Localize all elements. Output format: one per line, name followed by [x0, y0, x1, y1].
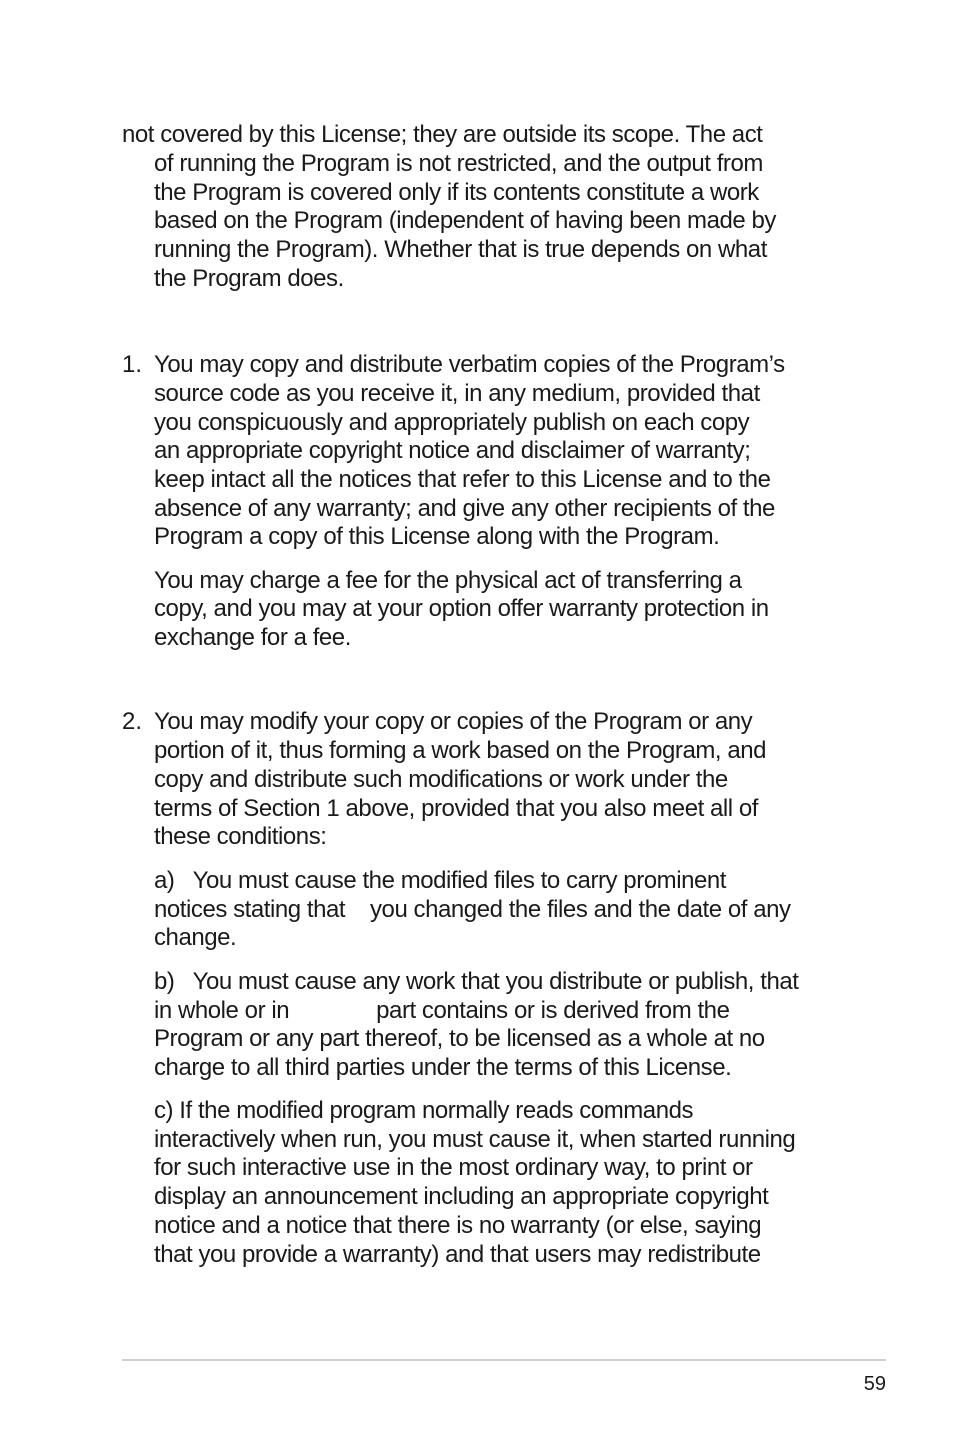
text-line: change. [154, 924, 237, 951]
text-line: these conditions: [154, 823, 327, 850]
text-line: terms of Section 1 above, provided that you also meet all of [154, 795, 759, 822]
text-line: of running the Program is not restricted, and the output from [154, 150, 763, 177]
text-line: You may copy and distribute verbatim copies of the Program’s [154, 351, 785, 378]
text-line: You may modify your copy or copies of the Program or any [154, 708, 753, 735]
text-line: charge to all third parties under the terms of this License. [154, 1054, 732, 1081]
text-line: You may charge a fee for the physical act of transferring a [154, 567, 742, 594]
text-line: notices stating that you changed the files and the date of any [154, 896, 791, 923]
text-line: keep intact all the notices that refer to this License and to the [154, 466, 771, 493]
text-line: portion of it, thus forming a work based on the Program, and [154, 737, 767, 764]
text-line: interactively when run, you must cause it, when started running [154, 1126, 796, 1153]
text-line: running the Program). Whether that is true depends on what [154, 236, 767, 263]
text-line: not covered by this License; they are outside its scope. The act [122, 121, 763, 148]
section-number: 2. [122, 708, 143, 735]
text-line: for such interactive use in the most ordinary way, to print or [154, 1154, 753, 1181]
text-line: a) You must cause the modified files to carry prominent [154, 867, 726, 894]
text-line: in whole or in part contains or is derived from the [154, 997, 730, 1024]
text-line: copy, and you may at your option offer warranty protection in [154, 595, 769, 622]
text-line: Program or any part thereof, to be licensed as a whole at no [154, 1025, 765, 1052]
page-number: 59 [863, 1373, 886, 1395]
text-line: Program a copy of this License along with the Program. [154, 523, 720, 550]
text-line: display an announcement including an appropriate copyright [154, 1183, 769, 1210]
text-line: source code as you receive it, in any medium, provided that [154, 380, 760, 407]
text-line: you conspicuously and appropriately publish on each copy [154, 409, 750, 436]
text-line: c) If the modified program normally reads commands [154, 1097, 694, 1124]
text-line: notice and a notice that there is no warranty (or else, saying [154, 1212, 762, 1239]
text-line: exchange for a fee. [154, 624, 351, 651]
section-number: 1. [122, 351, 143, 378]
text-line: that you provide a warranty) and that users may redistribute [154, 1241, 761, 1268]
text-line: b) You must cause any work that you distribute or publish, that [154, 968, 799, 995]
text-line: the Program is covered only if its contents constitute a work [154, 179, 759, 206]
text-line: copy and distribute such modifications or work under the [154, 766, 728, 793]
text-line: an appropriate copyright notice and disclaimer of warranty; [154, 437, 751, 464]
text-line: absence of any warranty; and give any other recipients of the [154, 495, 775, 522]
footer-divider [122, 1359, 886, 1361]
text-line: the Program does. [154, 265, 344, 292]
text-line: based on the Program (independent of having been made by [154, 207, 776, 234]
